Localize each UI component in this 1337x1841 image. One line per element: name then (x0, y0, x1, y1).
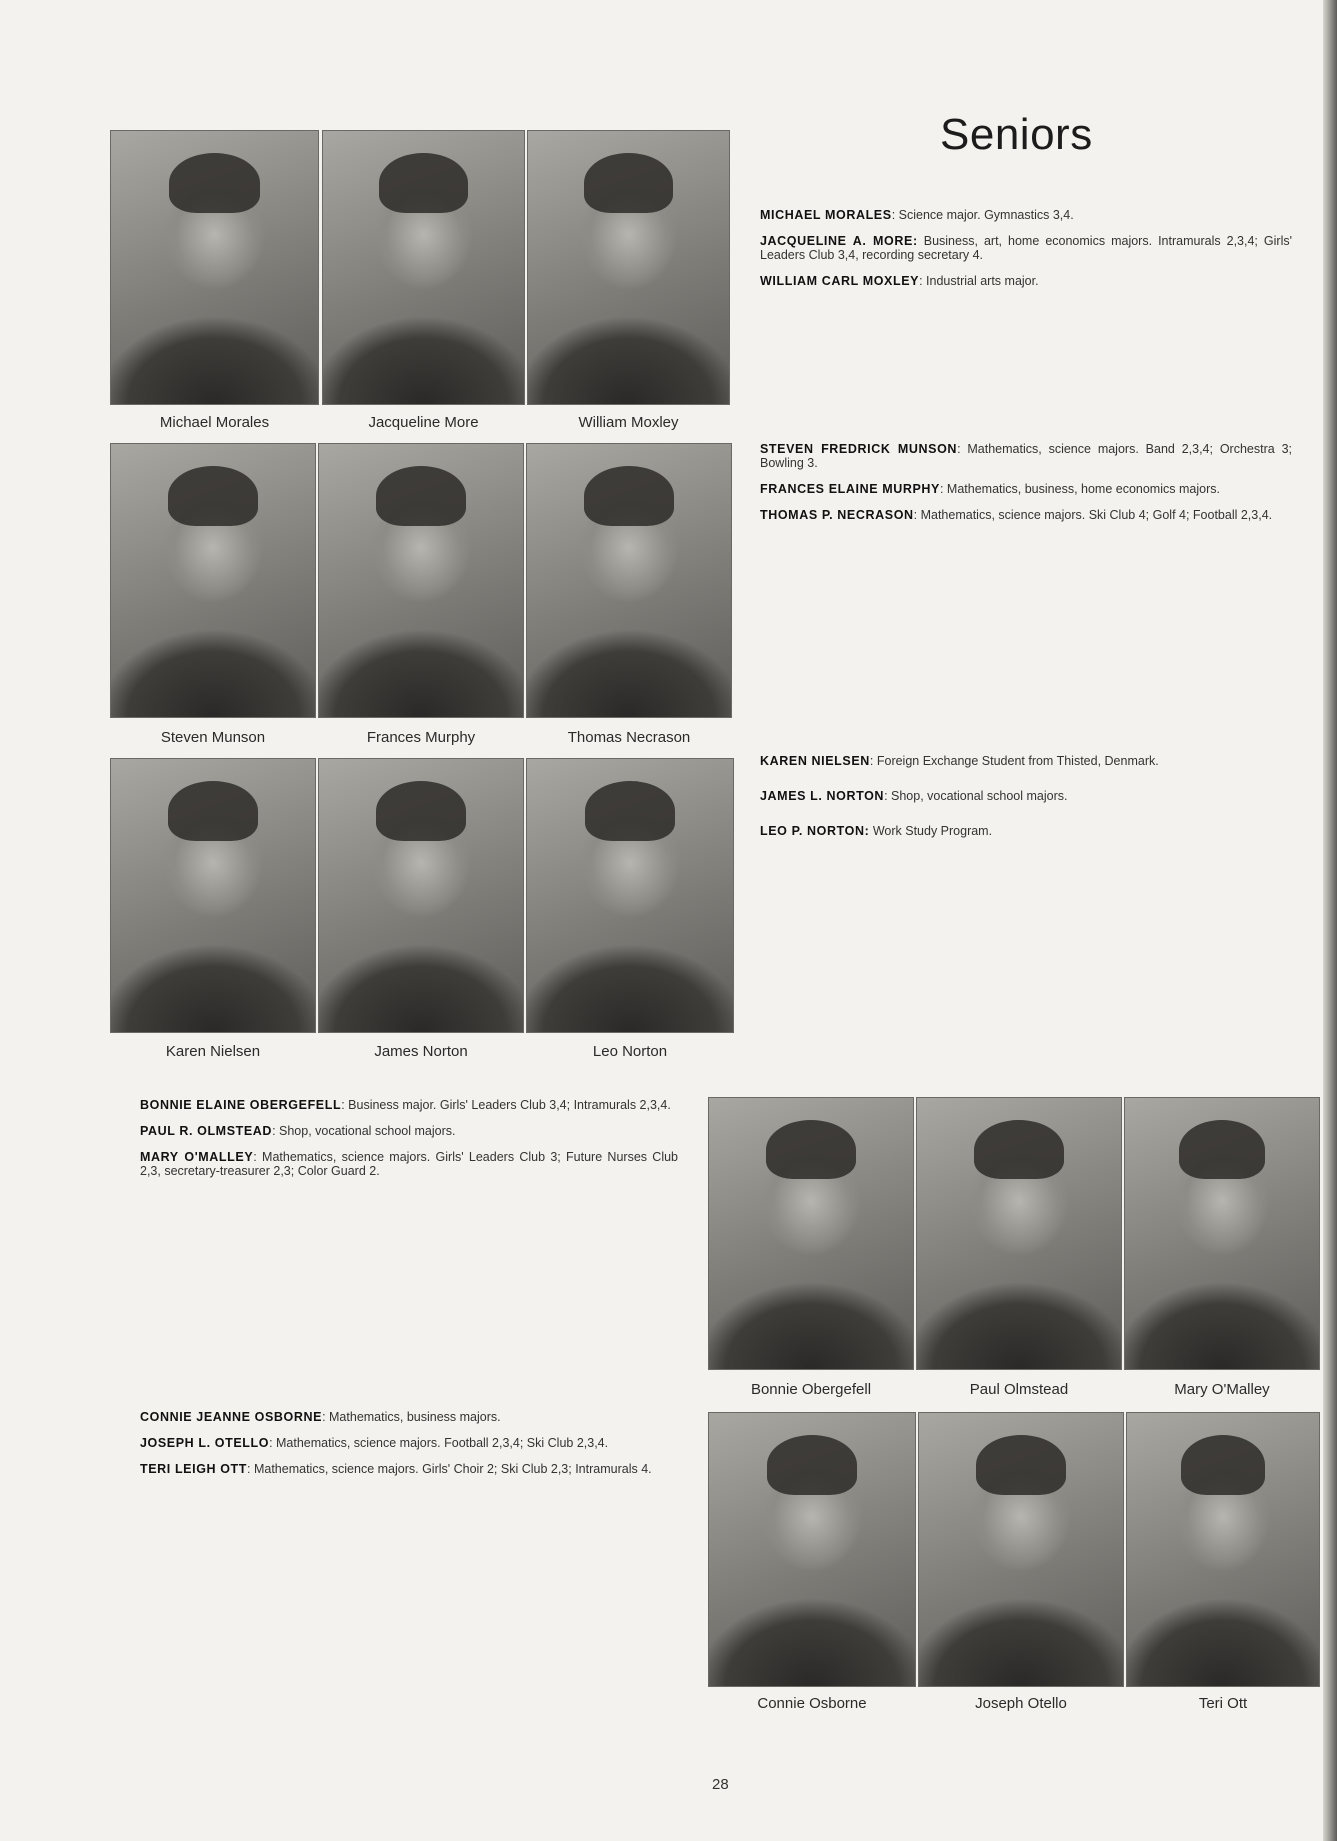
page-title: Seniors (940, 110, 1093, 159)
caption-michael-morales: Michael Morales (159, 414, 270, 431)
caption-karen-nielsen: Karen Nielsen (165, 1043, 261, 1060)
portrait-karen-nielsen (110, 758, 316, 1033)
bio-group-5 (140, 1410, 678, 1488)
portrait-joseph-otello (918, 1412, 1124, 1687)
portrait-michael-morales (110, 130, 319, 405)
page-number: 28 (712, 1776, 729, 1793)
caption-bonnie-obergefell: Bonnie Obergefell (750, 1381, 872, 1398)
binding-edge (1323, 0, 1337, 1841)
portrait-connie-osborne (708, 1412, 916, 1687)
portrait-leo-norton (526, 758, 734, 1033)
caption-connie-osborne: Connie Osborne (757, 1695, 867, 1712)
caption-mary-omalley: Mary O'Malley (1174, 1381, 1270, 1398)
bio-group-2 (760, 442, 1292, 534)
portrait-jacqueline-more (322, 130, 525, 405)
caption-thomas-necrason: Thomas Necrason (567, 729, 691, 746)
caption-james-norton: James Norton (374, 1043, 468, 1060)
bio-james-norton: JAMES L. NORTON: Shop, vocational school majors. (760, 789, 1068, 803)
portrait-mary-omalley (1124, 1097, 1320, 1370)
bio-william-moxley: WILLIAM CARL MOXLEY: Industrial arts major. (760, 274, 1039, 288)
portrait-paul-olmstead (916, 1097, 1122, 1370)
portrait-steven-munson (110, 443, 316, 718)
caption-joseph-otello: Joseph Otello (975, 1695, 1067, 1712)
portrait-teri-ott (1126, 1412, 1320, 1687)
bio-teri-ott: TERI LEIGH OTT: Mathematics, science majors. Girls' Choir 2; Ski Club 2,3; Intramurals 4. (140, 1462, 652, 1476)
bio-bonnie-obergefell: BONNIE ELAINE OBERGEFELL: Business major. Girls' Leaders Club 3,4; Intramurals 2,3,4. (140, 1098, 671, 1112)
bio-group-1 (760, 208, 1292, 300)
bio-michael-morales: MICHAEL MORALES: Science major. Gymnastics 3,4. (760, 208, 1074, 222)
caption-jacqueline-more: Jacqueline More (368, 414, 479, 431)
caption-paul-olmstead: Paul Olmstead (969, 1381, 1069, 1398)
caption-leo-norton: Leo Norton (592, 1043, 668, 1060)
bio-thomas-necrason: THOMAS P. NECRASON: Mathematics, science majors. Ski Club 4; Golf 4; Football 2,3,4. (760, 508, 1273, 522)
bio-steven-munson: STEVEN FREDRICK MUNSON: Mathematics, science majors. Band 2,3,4; Orchestra 3; Bowling 3. (760, 442, 1292, 470)
caption-teri-ott: Teri Ott (1198, 1695, 1248, 1712)
bio-group-4 (140, 1098, 678, 1190)
caption-steven-munson: Steven Munson (160, 729, 266, 746)
bio-joseph-otello: JOSEPH L. OTELLO: Mathematics, science majors. Football 2,3,4; Ski Club 2,3,4. (140, 1436, 609, 1450)
caption-william-moxley: William Moxley (578, 414, 679, 431)
portrait-thomas-necrason (526, 443, 732, 718)
bio-jacqueline-more: JACQUELINE A. MORE: Business, art, home economics majors. Intramurals 2,3,4; Girls' Leaders Club 3,4, recording secretary 4. (760, 234, 1292, 262)
bio-leo-norton: LEO P. NORTON: Work Study Program. (760, 824, 993, 838)
portrait-william-moxley (527, 130, 730, 405)
bio-paul-olmstead: PAUL R. OLMSTEAD: Shop, vocational school majors. (140, 1124, 456, 1138)
bio-group-3 (760, 754, 1292, 851)
bio-frances-murphy: FRANCES ELAINE MURPHY: Mathematics, business, home economics majors. (760, 482, 1220, 496)
portrait-frances-murphy (318, 443, 524, 718)
bio-karen-nielsen: KAREN NIELSEN: Foreign Exchange Student from Thisted, Denmark. (760, 754, 1159, 768)
bio-connie-osborne: CONNIE JEANNE OSBORNE: Mathematics, business majors. (140, 1410, 501, 1424)
portrait-james-norton (318, 758, 524, 1033)
portrait-bonnie-obergefell (708, 1097, 914, 1370)
bio-mary-omalley: MARY O'MALLEY: Mathematics, science majors. Girls' Leaders Club 3; Future Nurses Club 2,3, secretary-treasurer 2,3; Color Guard 2. (140, 1150, 679, 1178)
caption-frances-murphy: Frances Murphy (366, 729, 476, 746)
